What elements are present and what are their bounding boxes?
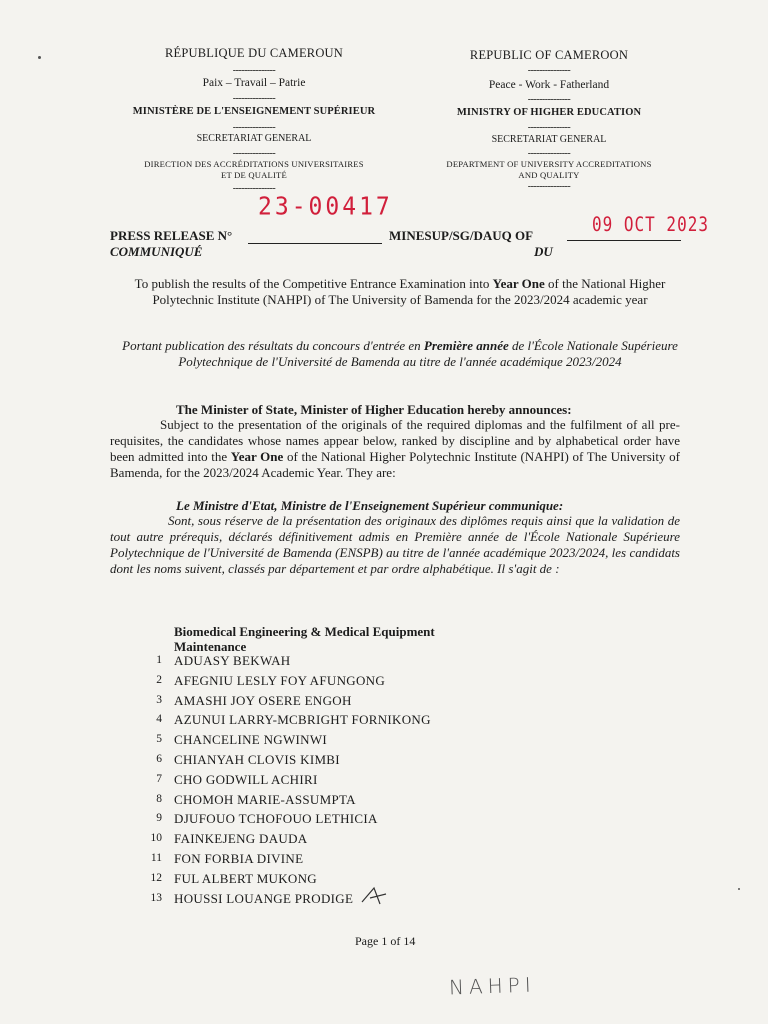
candidate-number: 12 <box>150 871 162 884</box>
handwritten-note: NAHPI <box>448 972 537 1000</box>
country-name-fr: RÉPUBLIQUE DU CAMEROUN <box>164 46 343 60</box>
press-release-underline <box>248 243 382 244</box>
header-divider: --------------- <box>232 65 276 76</box>
candidate-name: CHANCELINE NGWINWI <box>174 732 328 748</box>
title-french <box>120 338 680 370</box>
department-en-line2: AND QUALITY <box>518 170 580 180</box>
announcement-heading-fr: Le Ministre d'Etat, Ministre de l'Enseignement Supérieur communique: <box>176 498 564 513</box>
candidate-name: AFEGNIU LESLY FOY AFUNGONG <box>174 672 386 688</box>
candidate-name: AZUNUI LARRY-MCBRIGHT FORNIKONG <box>174 712 431 728</box>
body-en-prefix: Subject to the presentation of the originals of the required diplomas and the fulfilment of all pre-requisites, the candidates whose names appear below, ranked by discipline and by alphabetical order have been admitted into the <box>110 417 680 464</box>
press-release-label: PRESS RELEASE N° <box>110 228 233 243</box>
header-divider: --------------- <box>232 122 276 133</box>
candidate-name: HOUSSI LOUANGE PRODIGE <box>174 890 354 906</box>
du-label: DU <box>534 244 553 259</box>
candidate-name: FAINKEJENG DAUDA <box>174 831 308 847</box>
body-en-suffix: of the National Higher Polytechnic Institute (NAHPI) of The University of Bamenda, for the 2023/2024 Academic Year. They are: <box>110 449 680 480</box>
header-divider: --------------- <box>527 94 571 105</box>
scan-speck <box>38 56 41 59</box>
department-en-line1: DEPARTMENT OF UNIVERSITY ACCREDITATIONS <box>446 159 652 169</box>
date-stamp: 09 OCT 2023 <box>592 213 709 236</box>
candidate-number: 5 <box>156 733 162 746</box>
candidate-number: 7 <box>156 772 162 785</box>
header-divider: --------------- <box>527 65 571 76</box>
title-en-suffix: of the National Higher Polytechnic Institute (NAHPI) of The University of Bamenda for the 2023/2024 academic year <box>152 276 666 307</box>
title-en-prefix: To publish the results of the Competitive Entrance Examination into <box>134 276 493 291</box>
candidate-name: FON FORBIA DIVINE <box>174 851 304 866</box>
initial-mark <box>360 884 390 908</box>
candidate-name: ADUASY BEKWAH <box>174 653 291 668</box>
header-divider: --------------- <box>527 122 571 133</box>
date-underline <box>567 240 681 241</box>
candidate-name: DJUFOUO TCHOFOUO LETHICIA <box>174 811 378 827</box>
candidate-name: CHIANYAH CLOVIS KIMBI <box>174 752 340 767</box>
title-en-bold: Year One <box>492 276 545 291</box>
header-divider: --------------- <box>232 93 276 104</box>
reference-number-stamp: 23-00417 <box>258 192 393 222</box>
candidate-number: 3 <box>156 693 162 706</box>
header-divider: --------------- <box>527 148 571 159</box>
candidate-number: 4 <box>156 713 162 726</box>
title-fr-suffix: de l'École Nationale Supérieure Polytechnique de l'Université de Bamenda au titre de l'année académique 2023/2024 <box>178 338 678 369</box>
motto-en: Peace - Work - Fatherland <box>488 79 610 91</box>
header-divider: --------------- <box>232 148 276 159</box>
candidate-number: 13 <box>150 891 162 904</box>
candidate-name: CHOMOH MARIE-ASSUMPTA <box>174 791 356 807</box>
announcement-body-fr: Sont, sous réserve de la présentation des originaux des diplômes requis ainsi que la validation de tout autre prérequis, déclarés définitivement admis en Première année de l'École Nationale Supérieure Polytechnique de l'Université de Bamenda (ENSPB) au titre de l'année académique 2023/2024, les candidats dont les noms suivent, classés par département et par ordre alphabétique. Il s'agit de : <box>110 513 680 576</box>
title-english <box>120 276 680 308</box>
candidate-number: 8 <box>156 792 162 805</box>
candidate-number: 9 <box>156 812 162 825</box>
header-divider: --------------- <box>527 181 571 192</box>
secretariat-en: SECRETARIAT GENERAL <box>491 134 607 145</box>
candidate-name: FUL ALBERT MUKONG <box>174 870 317 886</box>
candidate-number: 6 <box>156 753 162 765</box>
minesup-reference-label: MINESUP/SG/DAUQ OF <box>389 228 534 243</box>
title-fr-bold: Première année <box>423 338 509 353</box>
announcement-body-en <box>110 417 680 481</box>
candidate-name: AMASHI JOY OSERE ENGOH <box>174 692 352 708</box>
motto-fr: Paix – Travail – Patrie <box>202 77 306 89</box>
candidate-number: 2 <box>156 673 162 686</box>
candidate-number: 1 <box>156 654 162 666</box>
secretariat-fr: SECRETARIAT GENERAL <box>196 133 312 144</box>
ministry-name-en: MINISTRY OF HIGHER EDUCATION <box>456 107 642 118</box>
body-en-bold: Year One <box>230 449 284 464</box>
candidate-number: 11 <box>150 852 162 864</box>
title-fr-prefix: Portant publication des résultats du concours d'entrée en <box>122 338 424 353</box>
candidate-number: 10 <box>150 832 162 845</box>
candidate-name: CHO GODWILL ACHIRI <box>174 771 318 787</box>
header-divider: --------------- <box>232 183 276 194</box>
country-name-en: REPUBLIC OF CAMEROON <box>469 48 629 62</box>
direction-fr-line1: DIRECTION DES ACCRÉDITATIONS UNIVERSITAIRES <box>144 159 364 169</box>
direction-fr-line2: ET DE QUALITÉ <box>221 170 287 180</box>
scan-speck <box>738 888 740 890</box>
announcement-heading-en: The Minister of State, Minister of Higher Education hereby announces: <box>176 402 572 417</box>
department-heading: Biomedical Engineering & Medical Equipment Maintenance <box>174 624 435 654</box>
page-number: Page 1 of 14 <box>355 934 416 948</box>
communique-label: COMMUNIQUÉ <box>110 244 203 259</box>
ministry-name-fr: MINISTÈRE DE L'ENSEIGNEMENT SUPÉRIEUR <box>132 106 376 117</box>
